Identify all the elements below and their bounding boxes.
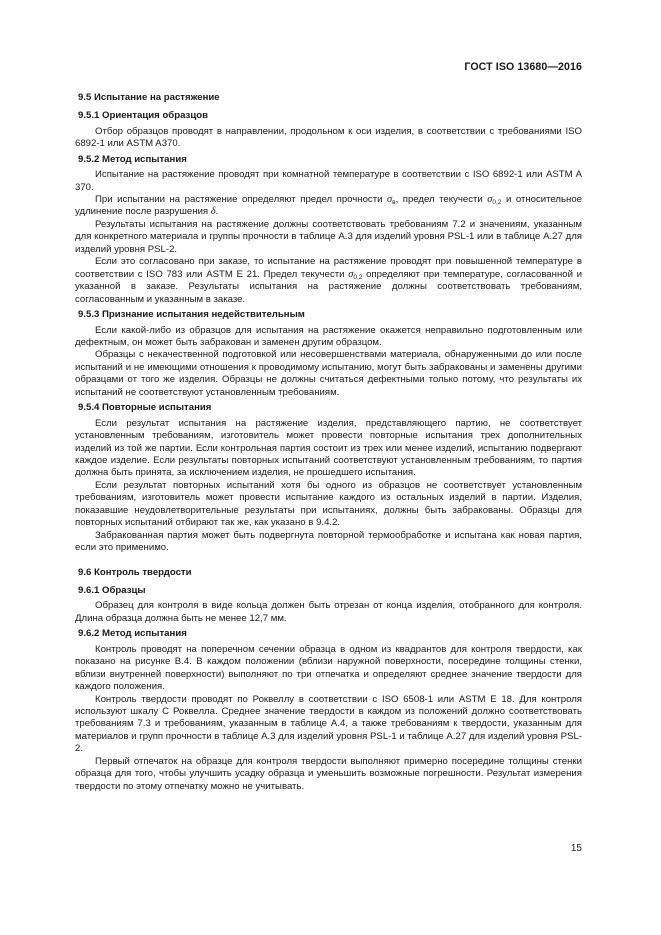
text-run: .	[215, 206, 219, 218]
sigma-symbol: σ	[387, 194, 393, 206]
section-9-5-2-paragraph-4	[75, 256, 582, 306]
section-9-5-3-paragraph-2: Образцы с некачественной подготовкой или несовершенствами материала, обнаруженными до или после испытаний и не имеющими отношения к проводимому испытанию, могут быть забракованы и заменены другими образцами от того же изделия. Образцы не должны считаться дефектными только потому, что результаты их испытаний не соответствуют установленным требованиям.	[75, 349, 582, 398]
document-header: ГОСТ ISO 13680—2016	[464, 61, 582, 73]
section-9-5-4-title: 9.5.4 Повторные испытания	[78, 402, 212, 414]
section-9-6-2-title: 9.6.2 Метод испытания	[78, 628, 187, 640]
section-9-6-1-title: 9.6.1 Образцы	[78, 585, 146, 597]
sigma-symbol: σ	[487, 194, 493, 206]
section-9-5-1-title: 9.5.1 Ориентация образцов	[78, 110, 208, 122]
text-run: Если это согласовано при заказе, то испытание на растяжение проводят при повышенной температуре в соответствии с ISO 783 или ASTM E 21. Предел текучести	[75, 256, 582, 280]
section-9-5-3-paragraph-1: Если какой-либо из образцов для испытания на растяжение окажется неправильно подготовленным или дефектным, он может быть забракован и заменен другим образцом.	[75, 324, 582, 348]
subscript-0-2: 0,2	[492, 199, 502, 207]
text-run: и относительное удлинение после разрушения	[75, 194, 582, 218]
section-9-5-2-title: 9.5.2 Метод испытания	[78, 153, 187, 165]
section-9-6-2-paragraph-2: Контроль твердости проводят по Роквеллу в соответствии с ISO 6508-1 или ASTM E 18. Для контроля используют шкалу С Роквелла. Среднее значение твердости в каждом из положений должно соответствовать требованиям 7.3 и требованиям, указанным в таблице А.4, а также требованиям к твердости, указанным для материалов и групп прочности в таблице А.3 для изделий уровня PSL-1 и таблице А.27 для изделий уровня PSL-2.	[75, 693, 582, 755]
document-body	[75, 89, 582, 793]
section-9-6-title: 9.6 Контроль твердости	[78, 566, 192, 578]
section-9-5-2-paragraph-1: Испытание на растяжение проводят при комнатной температуре в соответствии с ISO 6892-1 или ASTM A 370.	[75, 169, 582, 193]
sigma-symbol: σ	[348, 268, 354, 280]
text-run: При испытании на растяжение определяют предел прочности	[95, 194, 387, 206]
text-run: определяют при температуре, согласованной и указанной в заказе. Результаты испытания на растяжение должны соответствовать требованиям, согласованным и указанным в заказе.	[75, 268, 582, 305]
section-9-5-2-paragraph-2	[75, 194, 582, 219]
subscript-0-2: 0,2	[353, 273, 363, 281]
text-run: , предел текучести	[395, 194, 488, 206]
section-9-6-1-paragraph-1: Образец для контроля в виде кольца должен быть отрезан от конца изделия, отобранного для контроля. Длина образца должна быть не менее 12,7 мм.	[75, 600, 582, 624]
section-9-5-2-paragraph-3: Результаты испытания на растяжение должны соответствовать требованиям 7.2 и значениям, указанным для конкретного материала и группы прочности в таблице А.3 для изделий уровня PSL-1 или в таблице А.27 для изделий уровня PSL-2.	[75, 218, 582, 255]
section-9-5-1-paragraph-1: Отбор образцов проводят в направлении, продольном к оси изделия, в соответствии с требованиями ISO 6892-1 или ASTM A370.	[75, 125, 582, 150]
delta-symbol: δ	[210, 206, 216, 218]
section-9-5-4-paragraph-1: Если результат испытания на растяжение изделия, представляющего партию, не соответствует установленным требованиям, изготовитель может провести повторные испытания трех дополнительных изделий из той же партии. Если контрольная партия состоит из трех или менее изделий, испытанию подвергают каждое изделие. Если результаты повторных испытаний соответствуют установленным требованиям, то партия должна быть принята, за исключением изделия, не прошедшего испытания.	[75, 417, 582, 479]
section-9-5-4-paragraph-2: Если результат повторных испытаний хотя бы одного из образцов не соответствует установленным требованиям, изготовитель может провести испытание каждого из остальных изделий в партии. Изделия, показавшие неудовлетворительные результаты при испытаниях, должны быть забракованы. Образцы для повторных испытаний отбирают так же, как указано в 9.4.2.	[75, 479, 582, 529]
section-9-6-2-paragraph-1: Контроль проводят на поперечном сечении образца в одном из квадрантов для контроля твердости, как показано на рисунке В.4. В каждом положении (вблизи наружной поверхности, посередине толщины стенки, вблизи внутренней поверхности) выполняют по три отпечатка и определяют среднее значение твердости для каждого положения.	[75, 643, 582, 693]
section-9-5-4-paragraph-3: Забракованная партия может быть подвергнута повторной термообработке и испытана как новая партия, если это применимо.	[75, 529, 582, 554]
section-9-5-3-title: 9.5.3 Признание испытания недействительным	[78, 309, 305, 321]
subscript-v: в	[392, 199, 396, 207]
page-number: 15	[570, 843, 582, 854]
section-9-6-2-paragraph-3: Первый отпечаток на образце для контроля твердости выполняют примерно посередине толщины стенки образца для того, чтобы улучшить усадку образца и уменьшить возможные погрешности. Результат измерения твердости по этому отпечатку можно не учитывать.	[75, 755, 582, 792]
section-9-5-title: 9.5 Испытание на растяжение	[78, 92, 220, 103]
